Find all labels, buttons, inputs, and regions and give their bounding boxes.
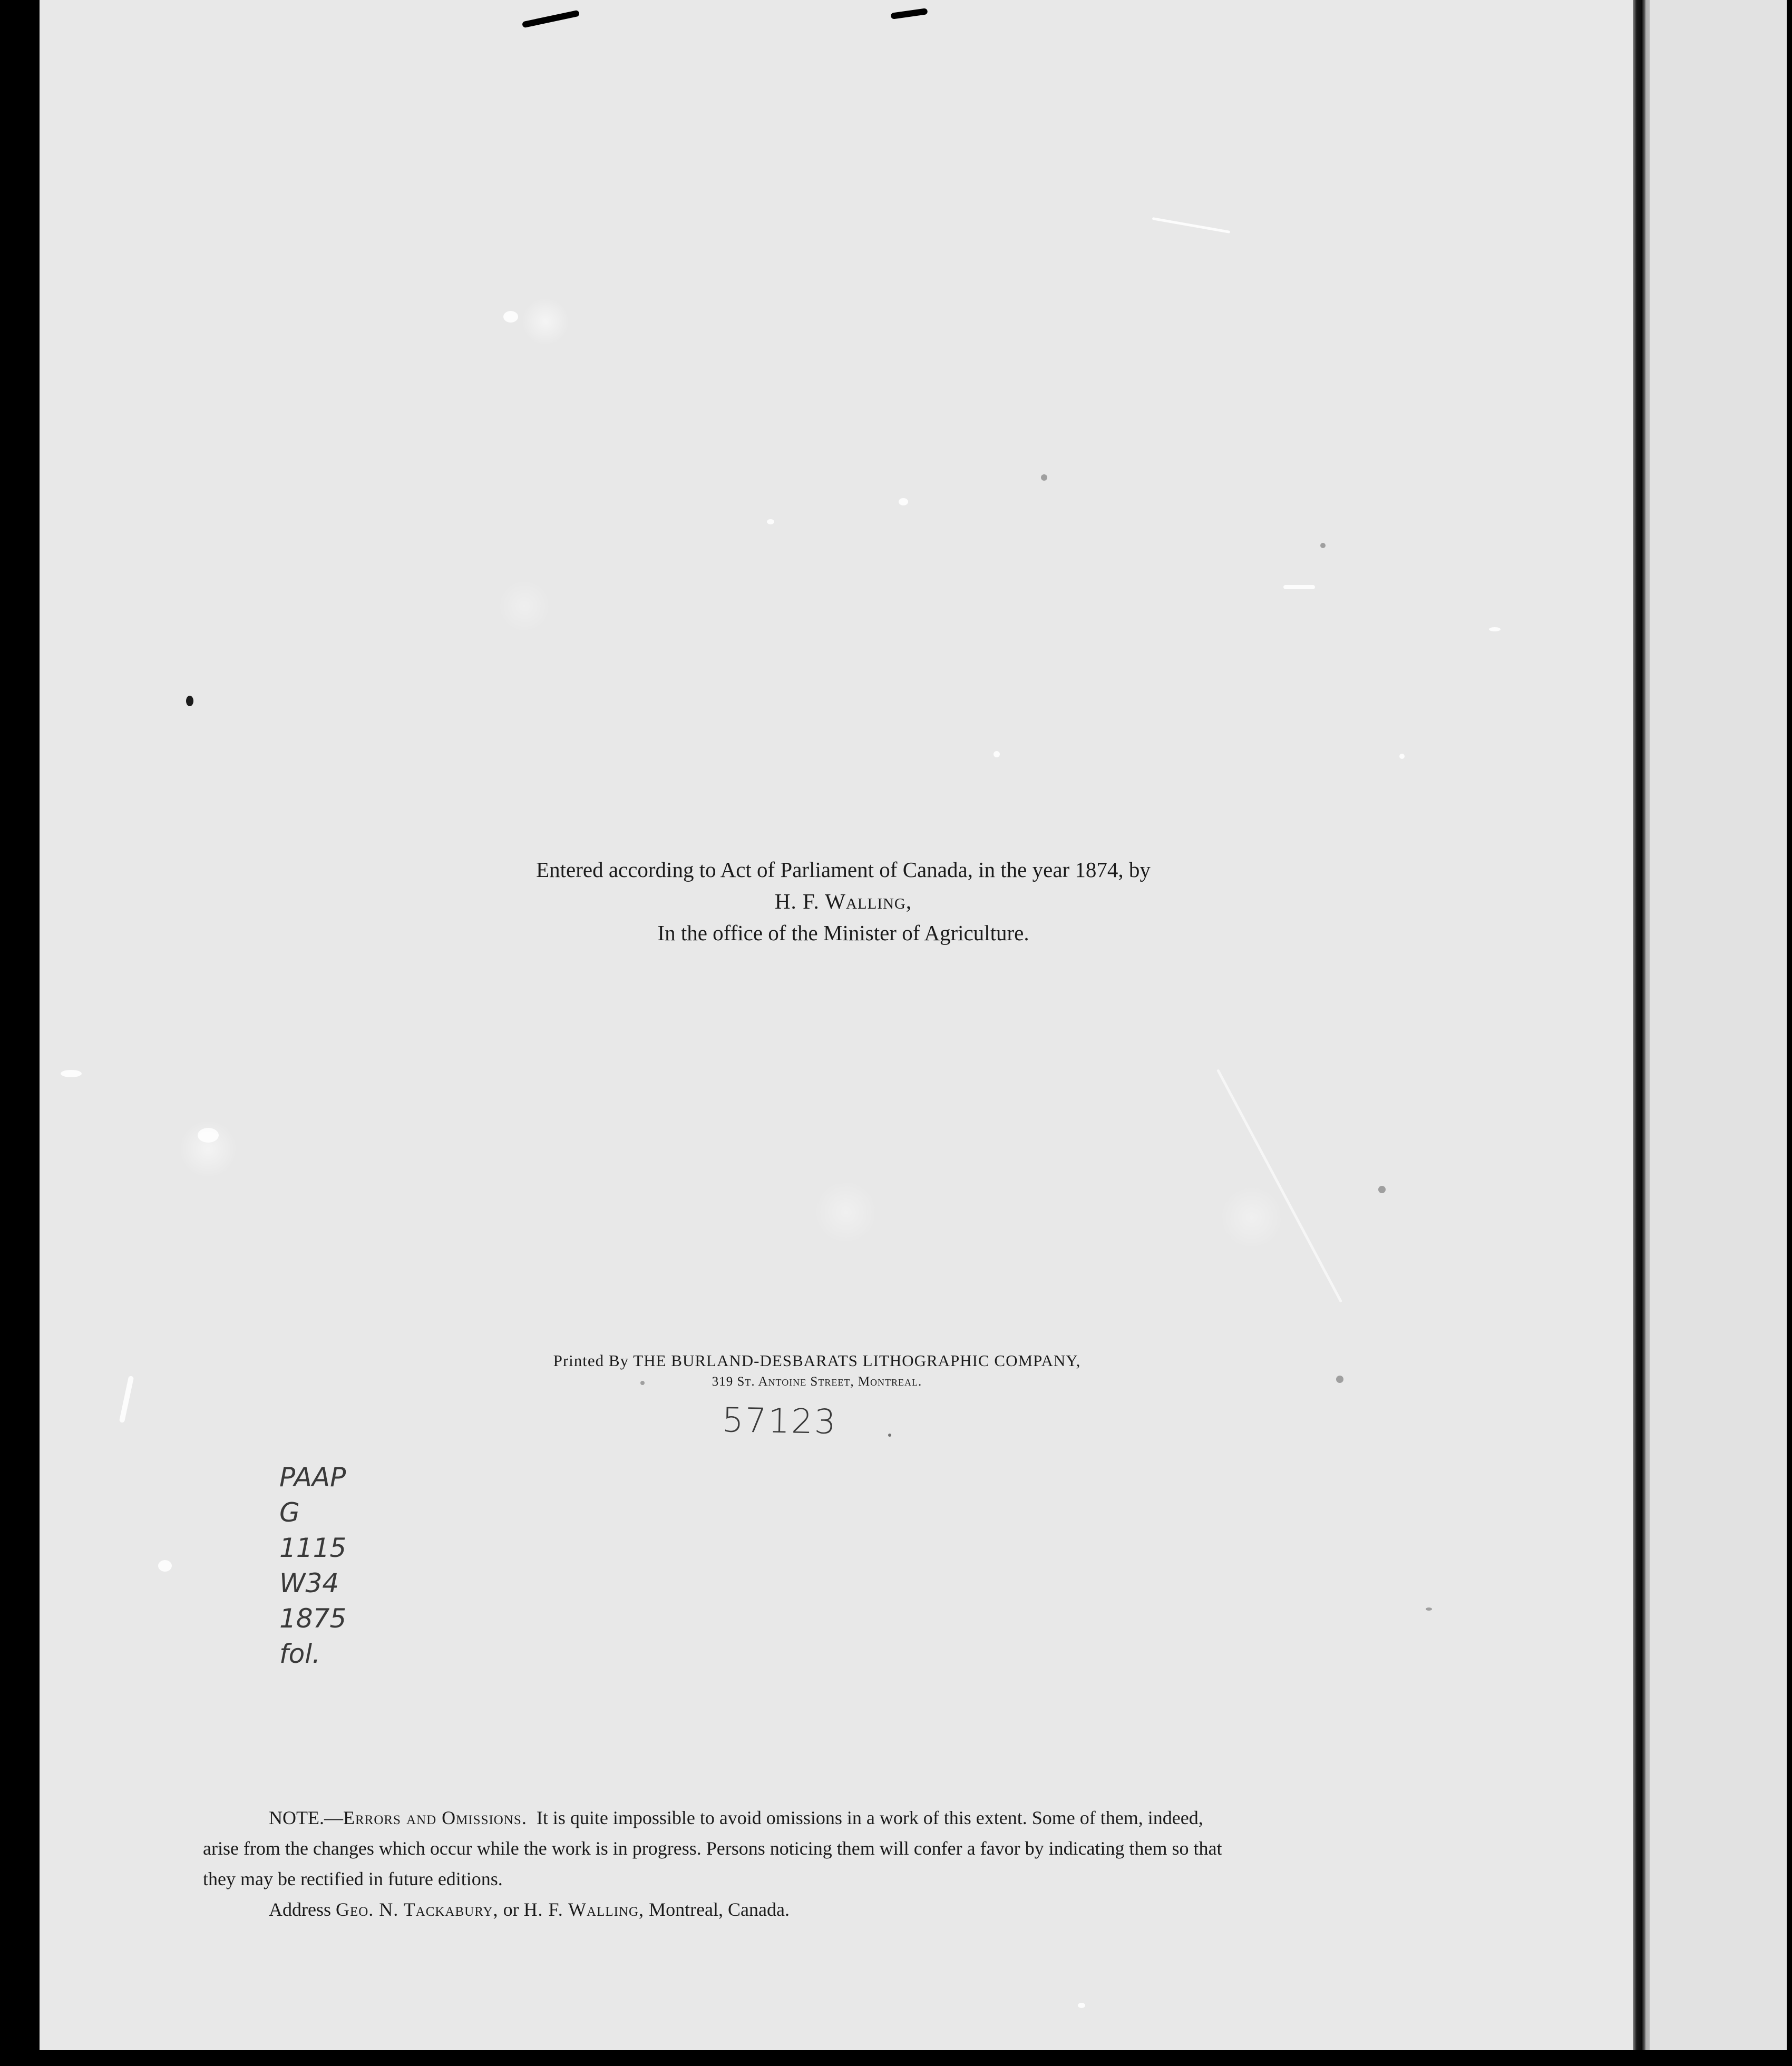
copyright-line-3: In the office of the Minister of Agriculture. [657,921,1029,945]
dust-mark [1283,585,1315,589]
dust-mark [1399,754,1405,759]
page-fold-line [1633,0,1645,2050]
address-name-2: H. F. Walling, [523,1899,645,1920]
dust-mark [1078,2003,1085,2008]
document-page [40,0,1650,2050]
note-label: NOTE.— [269,1807,343,1828]
dust-mark [899,498,908,505]
dust-mark [503,311,518,323]
call-number-line: G [279,1497,300,1528]
note-line-3: they may be rectified in future editions. [203,1868,503,1889]
address-name-1: Geo. N. Tackabury, [335,1899,499,1920]
ink-speck [1378,1186,1386,1193]
copyright-notice [369,854,1318,949]
copyright-line-1: Entered according to Act of Parliament of Canada, in the year 1874, by [536,857,1151,882]
adjacent-page-strip [1650,0,1787,2050]
dust-mark [61,1070,82,1077]
dust-mark [1216,1069,1342,1303]
ink-speck [1041,474,1047,481]
note-line-2: arise from the changes which occur while the work is in progress. Persons noticing them will confer a favor by indicating them so that [203,1838,1222,1859]
dust-mark [994,751,1000,757]
dust-mark [1489,627,1501,631]
note-heading: Errors and Omissions. [343,1807,527,1828]
note-line-1 [203,1802,1468,1833]
dust-mark [119,1376,134,1423]
printer-address: 319 St. Antoine Street, Montreal. [712,1375,922,1389]
dust-mark [198,1128,219,1143]
call-number-line: 1115 [279,1533,347,1563]
address-or: or [503,1899,519,1920]
call-number-line: fol. [279,1639,320,1669]
ink-speck [186,696,193,706]
handwritten-call-number [279,1460,346,1672]
dust-mark [767,519,774,524]
call-number-line: PAAP [279,1462,346,1493]
errata-note [203,1802,1468,1925]
call-number-line: W34 [279,1568,339,1599]
call-number-line: 1875 [279,1603,347,1634]
dust-mark [1152,217,1231,233]
ink-speck [1426,1607,1432,1611]
address-prefix: Address [269,1899,331,1920]
ink-speck [888,1434,891,1437]
ink-speck [1336,1376,1343,1383]
note-text-1: It is quite impossible to avoid omissions in a work of this extent. Some of them, indeed, [536,1807,1203,1828]
handwritten-accession-number: 57123 [722,1401,838,1442]
address-place: Montreal, Canada. [649,1899,790,1920]
printer-name: Printed By THE BURLAND-DESBARATS LITHOGRAPHIC COMPANY, [553,1351,1081,1370]
copyright-holder: H. F. Walling, [774,889,912,913]
note-address [203,1894,1468,1925]
dust-mark [158,1560,172,1572]
printer-imprint [422,1349,1212,1391]
ink-speck [1320,543,1326,548]
